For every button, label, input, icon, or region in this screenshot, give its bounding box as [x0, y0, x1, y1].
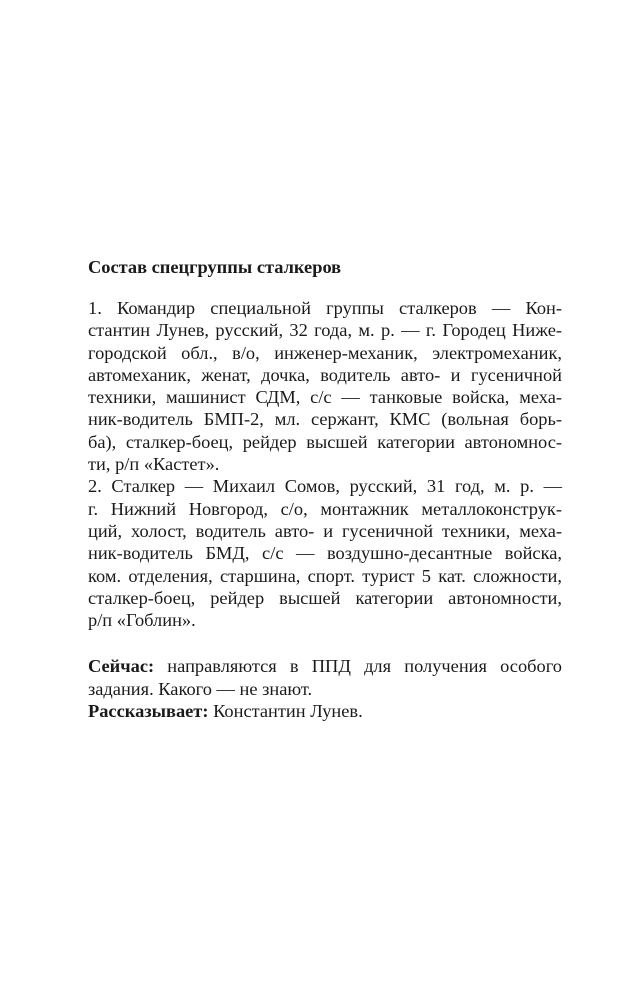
text-line: ник-водитель БМП-2, мл. сержант, КМС (вольная борь-	[88, 409, 562, 430]
narrator-line	[88, 700, 562, 722]
now-line	[88, 655, 562, 677]
section-title: Состав спецгруппы сталкеров	[88, 257, 342, 277]
page-content	[88, 254, 562, 722]
text-line: 2. Сталкер — Михаил Сомов, русский, 31 год, м. р. —	[88, 476, 562, 497]
text-line: ти, р/п «Кастет».	[88, 454, 220, 475]
now-text: направляются в ППД для получения особого	[154, 656, 562, 677]
text-line: г. Нижний Новгород, с/о, монтажник металлоконструк-	[88, 498, 562, 519]
text-line: р/п «Гоблин».	[88, 610, 196, 631]
narrator-value: Константин Лунев.	[208, 701, 363, 722]
text-line: стантин Лунев, русский, 32 года, м. р. — г. Городец Ниже-	[88, 320, 562, 341]
text-line: ник-водитель БМД, с/с — воздушно-десантные войска,	[88, 543, 562, 564]
text-line: ба), сталкер-боец, рейдер высшей категории автономнос-	[88, 431, 562, 452]
text-line: ций, холост, водитель авто- и гусеничной техники, меха-	[88, 520, 562, 541]
text-line: ком. отделения, старшина, спорт. турист 5 кат. сложности,	[88, 565, 562, 586]
text-line: 1. Командир специальной группы сталкеров — Кон-	[88, 298, 562, 318]
member-1-paragraph	[88, 297, 562, 475]
text-line: автомеханик, женат, дочка, водитель авто- и гусеничной	[88, 364, 562, 385]
member-2-paragraph	[88, 475, 562, 631]
text-line: городской обл., в/о, инженер-механик, электромеханик,	[88, 342, 562, 363]
now-line-2: задания. Какого — не знают.	[88, 678, 313, 699]
text-line: техники, машинист СДМ, с/с — танковые войска, меха-	[88, 387, 562, 408]
narrator-label: Рассказывает:	[88, 701, 209, 722]
now-label: Сейчас:	[88, 656, 155, 677]
status-paragraph	[88, 655, 562, 722]
text-line: сталкер-боец, рейдер высшей категории автономности,	[88, 587, 562, 608]
